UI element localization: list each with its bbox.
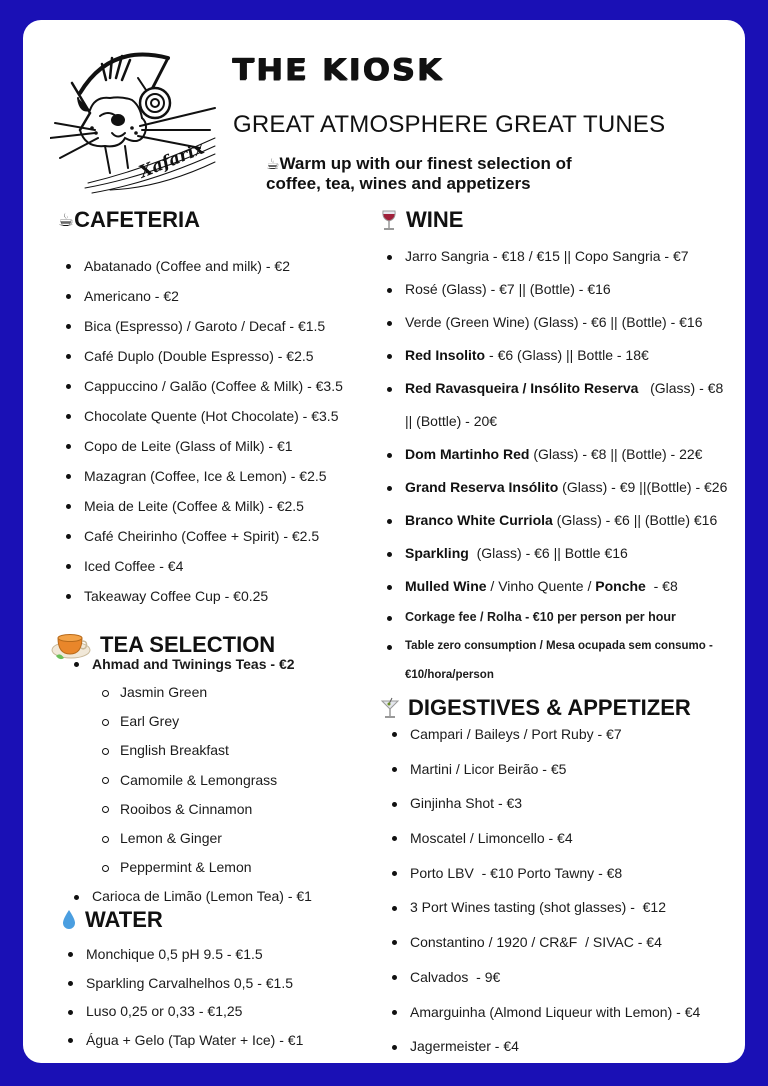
menu-item-continued — [385, 661, 727, 690]
menu-item: Água + Gelo (Tap Water + Ice) - €1 — [66, 1026, 303, 1055]
section-title: WATER — [85, 907, 163, 932]
item-name: Mulled Wine — [405, 578, 487, 594]
item-text: Verde (Green Wine) (Glass) - €6 || (Bottle) - €16 — [405, 314, 703, 330]
menu-item: Americano - €2 — [64, 281, 343, 311]
intro-text — [266, 154, 572, 193]
tea-variety: Rooibos & Cinnamon — [72, 795, 312, 824]
menu-item: Calvados - 9€ — [390, 960, 700, 995]
menu-item: Mazagran (Coffee, Ice & Lemon) - €2.5 — [64, 461, 343, 491]
item-text: Jarro Sangria - €18 / €15 || Copo Sangria - €7 — [405, 248, 689, 264]
item-text: (Glass) - €8 — [638, 380, 724, 396]
water-list — [66, 940, 303, 1055]
item-text: (Glass) - €6 || (Bottle) €16 — [552, 512, 718, 528]
menu-item: Takeaway Coffee Cup - €0.25 — [64, 581, 343, 611]
menu-item: Ginjinha Shot - €3 — [390, 786, 700, 821]
tea-variety: Peppermint & Lemon — [72, 853, 312, 882]
menu-item: Abatanado (Coffee and milk) - €2 — [64, 251, 343, 281]
item-name: Red Ravasqueira / Insólito Reserva — [405, 380, 639, 396]
menu-item: Chocolate Quente (Hot Chocolate) - €3.5 — [64, 401, 343, 431]
brand-title: THE KIOSK — [232, 52, 444, 87]
menu-item: Amarguinha (Almond Liqueur with Lemon) - €4 — [390, 995, 700, 1030]
tea-variety: Lemon & Ginger — [72, 824, 312, 853]
menu-item: Bica (Espresso) / Garoto / Decaf - €1.5 — [64, 311, 343, 341]
tea-list — [72, 650, 312, 912]
menu-item — [385, 372, 727, 405]
menu-item — [385, 570, 727, 603]
item-name: €10/hora/person — [405, 669, 494, 681]
item-name: Dom Martinho Red — [405, 446, 530, 462]
menu-item — [385, 632, 727, 661]
cocktail-glass-icon — [380, 697, 400, 719]
section-title: TEA SELECTION — [100, 632, 276, 657]
item-text: || (Bottle) - 20€ — [405, 413, 498, 429]
tagline: GREAT ATMOSPHERE GREAT TUNES — [233, 111, 666, 138]
item-name: Sparkling — [405, 545, 469, 561]
menu-item — [385, 438, 727, 471]
tea-variety: Camomile & Lemongrass — [72, 766, 312, 795]
menu-item: Iced Coffee - €4 — [64, 551, 343, 581]
menu-item-continued — [385, 405, 727, 438]
wine-glass-icon — [380, 209, 398, 231]
menu-item: Sparkling Carvalhelhos 0,5 - €1.5 — [66, 969, 303, 998]
logo-text: Xafarix — [136, 138, 208, 183]
item-text: (Glass) - €8 || (Bottle) - 22€ — [529, 446, 703, 462]
item-text: Rosé (Glass) - €7 || (Bottle) - €16 — [405, 281, 611, 297]
menu-item: Constantino / 1920 / CR&F / SIVAC - €4 — [390, 925, 700, 960]
menu-item — [385, 273, 727, 306]
xafarix-cat-logo — [50, 38, 220, 198]
menu-item — [385, 471, 727, 504]
menu-item: Copo de Leite (Glass of Milk) - €1 — [64, 431, 343, 461]
menu-item — [385, 240, 727, 273]
menu-item: Monchique 0,5 pH 9.5 - €1.5 — [66, 940, 303, 969]
menu-item: Cappuccino / Galão (Coffee & Milk) - €3.5 — [64, 371, 343, 401]
tea-variety: English Breakfast — [72, 736, 312, 765]
hot-beverage-icon: ☕ — [266, 156, 280, 173]
section-title: CAFETERIA — [74, 207, 201, 232]
item-name: Table zero consumption / Mesa ocupada sem consumo - — [405, 640, 713, 652]
menu-item: Campari / Baileys / Port Ruby - €7 — [390, 717, 700, 752]
digestives-list — [390, 717, 700, 1064]
section-title: WINE — [406, 207, 464, 232]
menu-item — [385, 504, 727, 537]
item-name: Corkage fee / Rolha - €10 per person per hour — [405, 610, 676, 624]
menu-item: Luso 0,25 or 0,33 - €1,25 — [66, 997, 303, 1026]
item-name: Grand Reserva Insólito — [405, 479, 559, 495]
menu-item — [385, 603, 727, 632]
menu-item: Meia de Leite (Coffee & Milk) - €2.5 — [64, 491, 343, 521]
intro-line-1: Warm up with our finest selection of — [279, 154, 572, 173]
item-text: (Glass) - €6 || Bottle €16 — [468, 545, 628, 561]
item-name: Branco White Curriola — [405, 512, 553, 528]
section-wine — [380, 207, 463, 233]
menu-item: Carioca de Limão (Lemon Tea) - €1 — [72, 882, 312, 911]
water-drop-icon — [61, 909, 77, 931]
hot-beverage-icon: ☕ — [58, 209, 75, 230]
tea-variety: Earl Grey — [72, 707, 312, 736]
item-name: Red Insolito — [405, 347, 486, 363]
menu-item: Jagermeister - €4 — [390, 1029, 700, 1064]
tea-variety: Jasmin Green — [72, 678, 312, 707]
menu-item: Porto LBV - €10 Porto Tawny - €8 — [390, 856, 700, 891]
menu-item — [385, 306, 727, 339]
menu-item: 3 Port Wines tasting (shot glasses) - €12 — [390, 890, 700, 925]
menu-item — [385, 339, 727, 372]
item-text: (Glass) - €9 ||(Bottle) - €26 — [558, 479, 728, 495]
intro-line-2: coffee, tea, wines and appetizers — [266, 174, 531, 193]
item-text: / Vinho Quente / — [486, 578, 596, 594]
section-cafeteria — [58, 207, 200, 233]
section-water — [61, 907, 163, 933]
section-title: DIGESTIVES & APPETIZER — [408, 695, 691, 720]
item-name: Ponche — [595, 578, 646, 594]
menu-item: Moscatel / Limoncello - €4 — [390, 821, 700, 856]
menu-item: Café Cheirinho (Coffee + Spirit) - €2.5 — [64, 521, 343, 551]
menu-item: Café Duplo (Double Espresso) - €2.5 — [64, 341, 343, 371]
item-text: - €6 (Glass) || Bottle - 18€ — [485, 347, 649, 363]
menu-item: Martini / Licor Beirão - €5 — [390, 752, 700, 787]
menu-item: Ahmad and Twinings Teas - €2 — [72, 650, 312, 678]
menu-item — [385, 537, 727, 570]
cafeteria-list — [64, 251, 343, 611]
wine-list — [385, 240, 727, 690]
item-text: - €8 — [645, 578, 678, 594]
